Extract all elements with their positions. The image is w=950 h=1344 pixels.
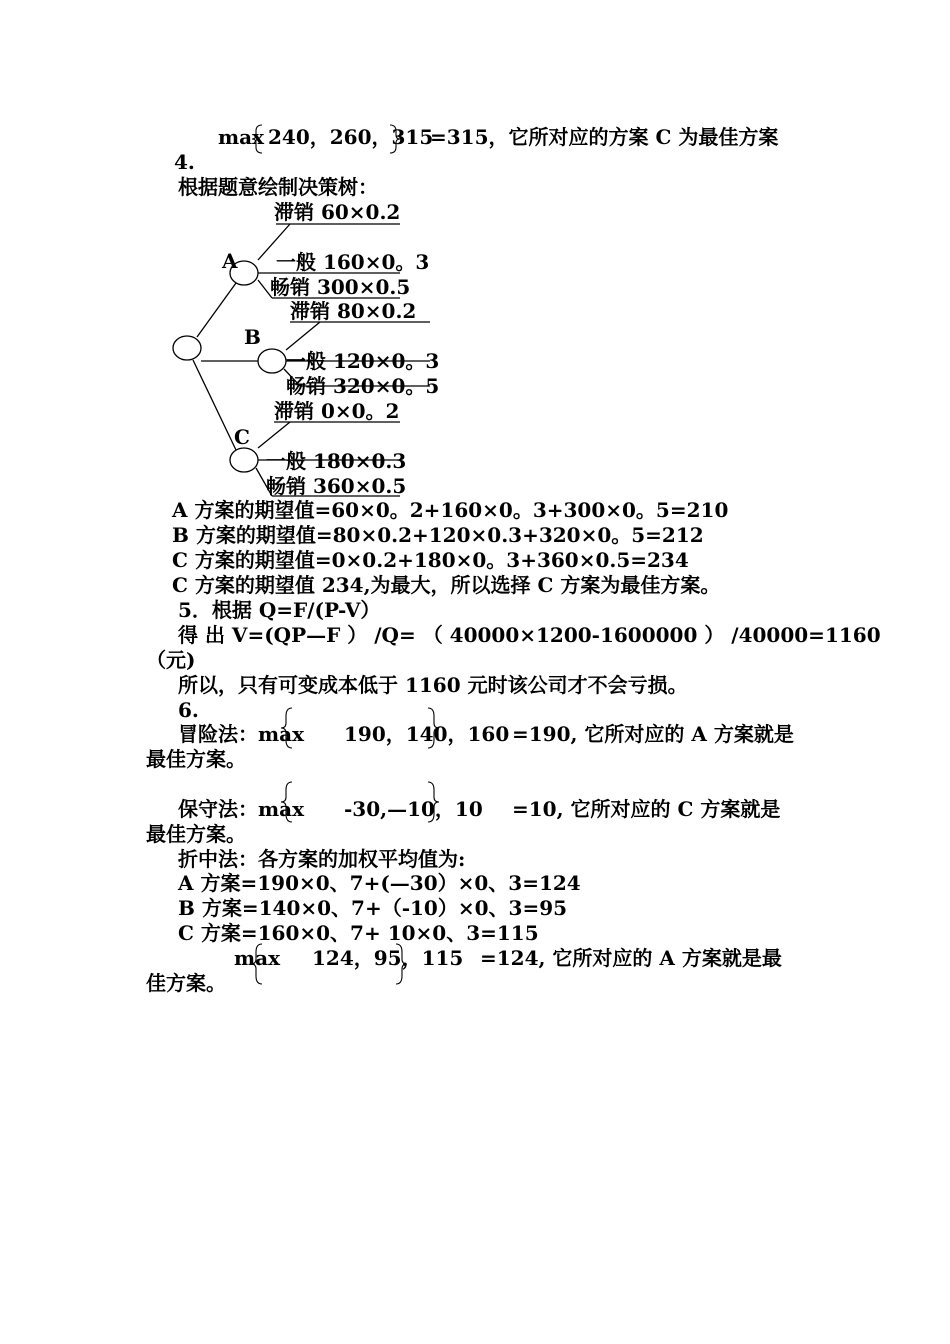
edge-c-slow <box>258 422 290 448</box>
question-5-unit: （元) <box>146 648 196 672</box>
tree-intro: 根据题意绘制决策树： <box>178 175 378 199</box>
edge-b-slow <box>286 322 320 350</box>
edge-root-a <box>197 283 236 337</box>
risk-method-result: =190, 它所对应的 A 方案就是 <box>512 722 794 746</box>
label-c-normal: 一般 180×0.3 <box>266 449 407 473</box>
expected-value-b: B 方案的期望值=80×0.2+120×0.3+320×0。5=212 <box>172 523 704 547</box>
risk-method-values: 190，140，160 <box>344 722 510 746</box>
compromise-method-intro: 折中法：各方案的加权平均值为: <box>178 847 466 871</box>
expected-value-c: C 方案的期望值=0×0.2+180×0。3+360×0.5=234 <box>172 548 689 572</box>
label-a-good: 畅销 300×0.5 <box>270 275 411 299</box>
question-6-number: 6. <box>178 698 199 722</box>
node-b <box>258 349 286 373</box>
conservative-method-continuation: 最佳方案。 <box>146 822 246 846</box>
label-a-normal: 一般 160×0。3 <box>276 250 430 274</box>
root-node <box>173 336 201 360</box>
label-c-slow: 滞销 0×0。2 <box>274 399 400 423</box>
label-b-slow: 滞销 80×0.2 <box>290 299 417 323</box>
risk-method-label: 冒险法：max <box>178 722 305 746</box>
label-b-good: 畅销 320×0。5 <box>286 374 440 398</box>
first-max-values: 240，260，315 <box>268 125 434 149</box>
compromise-b: B 方案=140×0、7+（-10）×0、3=95 <box>178 896 568 920</box>
compromise-c: C 方案=160×0、7+ 10×0、3=115 <box>178 921 539 945</box>
compromise-max-values: 124，95，115 <box>312 946 464 970</box>
conservative-method-result: =10, 它所对应的 C 方案就是 <box>512 797 781 821</box>
question-5-conclusion: 所以，只有可变成本低于 1160 元时该公司才不会亏损。 <box>178 673 688 697</box>
question-5-derivation: 得 出 V=(QP—F ） /Q= （ 40000×1200-1600000 ） /40000=1160 <box>178 623 881 647</box>
label-c-good: 畅销 360×0.5 <box>266 474 407 498</box>
expected-value-a: A 方案的期望值=60×0。2+160×0。3+300×0。5=210 <box>172 498 729 522</box>
question-4-conclusion: C 方案的期望值 234,为最大，所以选择 C 方案为最佳方案。 <box>172 573 721 597</box>
node-b-label: B <box>244 325 261 349</box>
node-c-label: C <box>234 425 250 449</box>
risk-method-continuation: 最佳方案。 <box>146 747 246 771</box>
compromise-continuation: 佳方案。 <box>146 971 226 995</box>
node-c <box>230 448 258 472</box>
first-max-result: =315，它所对应的方案 C 为最佳方案 <box>430 125 779 149</box>
first-max-label: max <box>218 125 265 149</box>
question-5-formula: 5．根据 Q=F/(P-V） <box>178 598 381 622</box>
node-a-label: A <box>222 249 238 273</box>
compromise-a: A 方案=190×0、7+(—30）×0、3=124 <box>178 871 581 895</box>
compromise-max-label: max <box>234 946 281 970</box>
label-b-normal: 一般 120×0。3 <box>286 349 440 373</box>
conservative-method-label: 保守法：max <box>178 797 305 821</box>
question-4-number: 4. <box>174 150 195 174</box>
compromise-result: =124, 它所对应的 A 方案就是最 <box>480 946 782 970</box>
edge-root-c <box>193 360 236 450</box>
conservative-method-values: -30,—10，10 <box>344 797 483 821</box>
label-a-slow: 滞销 60×0.2 <box>274 200 401 224</box>
